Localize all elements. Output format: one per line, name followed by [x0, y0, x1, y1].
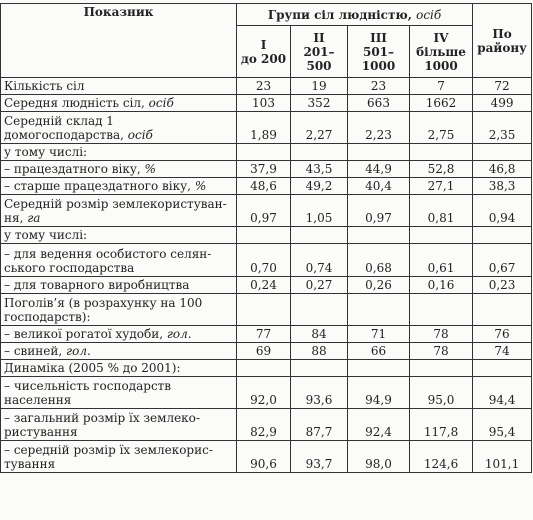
- row-label-text: – чисельність господарств населення: [4, 379, 172, 407]
- district-value: [473, 227, 532, 244]
- group-value: 27,1: [410, 178, 473, 195]
- row-label-text: Кількість сіл: [4, 79, 85, 93]
- table-row: [1, 95, 532, 112]
- group-value: 93,7: [291, 441, 348, 473]
- row-label: [1, 227, 237, 244]
- group-value: 37,9: [237, 161, 291, 178]
- district-value: 101,1: [473, 441, 532, 473]
- group-value: 663: [348, 95, 410, 112]
- row-label-text: – старше працездатного віку,: [4, 179, 191, 193]
- row-label-text: Середній склад 1 домогосподарства,: [4, 114, 124, 142]
- table-row: [1, 161, 532, 178]
- group-value: 84: [291, 326, 348, 343]
- row-unit: гол.: [166, 327, 192, 341]
- row-label-text: Середня людність сіл,: [4, 96, 145, 110]
- district-value: [473, 360, 532, 377]
- row-unit: га: [27, 211, 41, 225]
- row-label-text: у тому числі:: [4, 228, 88, 242]
- row-label-text: у тому числі:: [4, 145, 88, 159]
- table-row: [1, 244, 532, 277]
- table-row: [1, 178, 532, 195]
- district-label: По району: [477, 26, 527, 55]
- district-value: 0,23: [473, 277, 532, 294]
- group-value: 92,4: [348, 409, 410, 441]
- group-range: 201–500: [303, 44, 335, 73]
- group-value: 87,7: [291, 409, 348, 441]
- district-value: 95,4: [473, 409, 532, 441]
- group-value: 0,68: [348, 244, 410, 277]
- group-value: 0,16: [410, 277, 473, 294]
- district-value: 38,3: [473, 178, 532, 195]
- row-unit: осіб: [127, 128, 153, 142]
- table-row: [1, 112, 532, 144]
- row-label-text: – для ведення особистого селян-ського господарства: [4, 247, 212, 275]
- table-row: [1, 144, 532, 161]
- group-range: більше 1000: [416, 44, 466, 73]
- table-row: [1, 277, 532, 294]
- district-value: 76: [473, 326, 532, 343]
- indicator-header: Показник: [1, 4, 237, 78]
- group-roman: IV: [433, 30, 449, 45]
- row-label: [1, 326, 237, 343]
- group-value: 93,6: [291, 377, 348, 409]
- group-value: 2,23: [348, 112, 410, 144]
- group-value: [410, 227, 473, 244]
- row-label: [1, 360, 237, 377]
- table-row: [1, 78, 532, 95]
- group-value: 23: [237, 78, 291, 95]
- group-value: 49,2: [291, 178, 348, 195]
- group-value: 1,89: [237, 112, 291, 144]
- district-value: [473, 294, 532, 326]
- group-roman: I: [260, 37, 267, 52]
- district-value: 46,8: [473, 161, 532, 178]
- row-unit: %: [144, 162, 156, 176]
- district-value: 94,4: [473, 377, 532, 409]
- district-value: 72: [473, 78, 532, 95]
- table-body: [1, 78, 532, 473]
- table-row: [1, 441, 532, 473]
- group-value: 40,4: [348, 178, 410, 195]
- row-label: [1, 78, 237, 95]
- group-value: 0,97: [237, 195, 291, 227]
- district-value: 2,35: [473, 112, 532, 144]
- group-value: 1,05: [291, 195, 348, 227]
- group-value: 69: [237, 343, 291, 360]
- district-value: 0,94: [473, 195, 532, 227]
- row-label: [1, 441, 237, 473]
- row-label-text: – середній розмір їх землекорис-тування: [4, 443, 213, 471]
- district-value: [473, 144, 532, 161]
- group-value: 77: [237, 326, 291, 343]
- group-value: 2,75: [410, 112, 473, 144]
- group-value: 352: [291, 95, 348, 112]
- group-value: 71: [348, 326, 410, 343]
- group-value: 92,0: [237, 377, 291, 409]
- group-value: 7: [410, 78, 473, 95]
- group-value: 2,27: [291, 112, 348, 144]
- group-value: 90,6: [237, 441, 291, 473]
- row-label: [1, 95, 237, 112]
- groups-header: [237, 4, 473, 26]
- table-row: [1, 409, 532, 441]
- groups-title: Групи сіл людністю,: [267, 7, 412, 22]
- statistics-table: [0, 3, 532, 473]
- group-value: 0,74: [291, 244, 348, 277]
- row-label: [1, 409, 237, 441]
- group-roman: II: [313, 30, 325, 45]
- group-value: 88: [291, 343, 348, 360]
- table-row: [1, 360, 532, 377]
- district-value: 0,67: [473, 244, 532, 277]
- group-value: [237, 360, 291, 377]
- group-value: [410, 360, 473, 377]
- row-label: [1, 195, 237, 227]
- row-unit: гол.: [66, 344, 91, 358]
- row-unit: осіб: [148, 96, 174, 110]
- group-value: 0,27: [291, 277, 348, 294]
- group-value: 117,8: [410, 409, 473, 441]
- group-value: 103: [237, 95, 291, 112]
- row-label: [1, 377, 237, 409]
- group-value: 44,9: [348, 161, 410, 178]
- row-label: [1, 144, 237, 161]
- group-value: [291, 227, 348, 244]
- group-value: 23: [348, 78, 410, 95]
- group-column-header: [237, 26, 291, 78]
- group-roman: III: [370, 30, 387, 45]
- row-label: [1, 294, 237, 326]
- table-row: [1, 377, 532, 409]
- table-row: [1, 343, 532, 360]
- table-row: [1, 294, 532, 326]
- group-value: 0,81: [410, 195, 473, 227]
- row-label-text: Поголів’я (в розрахунку на 100 господарств):: [4, 296, 203, 324]
- group-value: 94,9: [348, 377, 410, 409]
- row-label-text: – великої рогатої худоби,: [4, 327, 164, 341]
- group-value: 78: [410, 343, 473, 360]
- group-value: 0,97: [348, 195, 410, 227]
- row-label-text: – свиней,: [4, 344, 63, 358]
- row-label: [1, 343, 237, 360]
- table-row: [1, 227, 532, 244]
- row-unit: %: [194, 179, 207, 193]
- group-value: 98,0: [348, 441, 410, 473]
- group-value: [237, 227, 291, 244]
- group-value: 78: [410, 326, 473, 343]
- row-label: [1, 161, 237, 178]
- group-value: [410, 294, 473, 326]
- group-value: 95,0: [410, 377, 473, 409]
- group-value: 82,9: [237, 409, 291, 441]
- group-value: 0,70: [237, 244, 291, 277]
- row-label-text: – працездатного віку,: [4, 162, 141, 176]
- group-column-header: [410, 26, 473, 78]
- row-label-text: Середній розмір землекористуван-ня,: [4, 197, 227, 225]
- row-label: [1, 277, 237, 294]
- row-label-text: – загальний розмір їх землеко-ристування: [4, 411, 200, 439]
- group-value: 1662: [410, 95, 473, 112]
- group-range: 501–1000: [361, 44, 396, 73]
- row-label: [1, 112, 237, 144]
- group-value: 124,6: [410, 441, 473, 473]
- group-value: [348, 360, 410, 377]
- group-value: 43,5: [291, 161, 348, 178]
- group-value: 66: [348, 343, 410, 360]
- district-value: 74: [473, 343, 532, 360]
- group-value: [291, 360, 348, 377]
- group-column-header: [348, 26, 410, 78]
- district-header: [473, 4, 532, 78]
- group-value: [237, 144, 291, 161]
- group-value: 48,6: [237, 178, 291, 195]
- group-value: [291, 144, 348, 161]
- group-value: [348, 294, 410, 326]
- group-value: 0,61: [410, 244, 473, 277]
- table-row: [1, 326, 532, 343]
- row-label: [1, 244, 237, 277]
- row-label-text: Динаміка (2005 % до 2001):: [4, 361, 181, 375]
- groups-unit: осіб: [416, 7, 442, 22]
- group-range: до 200: [240, 51, 287, 66]
- row-label: [1, 178, 237, 195]
- row-label-text: – для товарного виробництва: [4, 278, 190, 292]
- table-row: [1, 195, 532, 227]
- group-value: [348, 227, 410, 244]
- group-value: 52,8: [410, 161, 473, 178]
- group-column-header: [291, 26, 348, 78]
- group-value: [348, 144, 410, 161]
- group-value: 0,26: [348, 277, 410, 294]
- group-value: [291, 294, 348, 326]
- group-value: 19: [291, 78, 348, 95]
- group-value: [237, 294, 291, 326]
- group-value: [410, 144, 473, 161]
- group-value: 0,24: [237, 277, 291, 294]
- district-value: 499: [473, 95, 532, 112]
